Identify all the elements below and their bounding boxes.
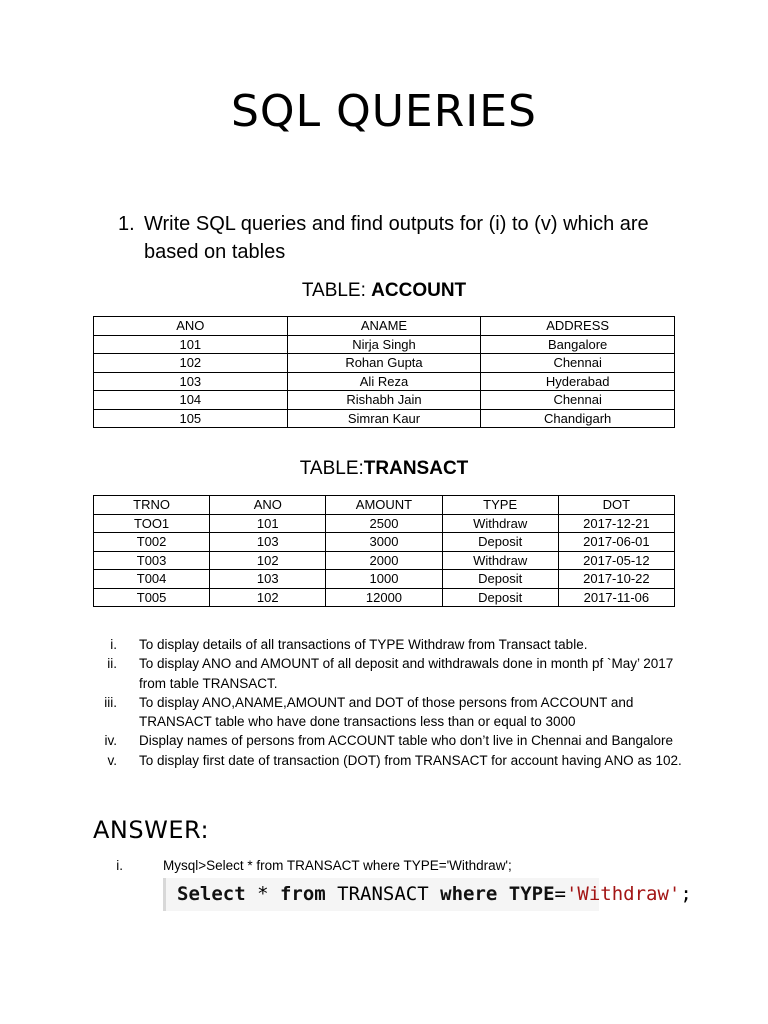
table-row — [94, 335, 675, 354]
page-title: SQL QUERIES — [231, 86, 537, 137]
question-1 — [118, 210, 678, 266]
code-star: * — [245, 883, 280, 905]
table-row — [94, 372, 675, 391]
code-semicolon: ; — [680, 883, 692, 905]
code-equals: = — [554, 883, 566, 905]
code-table: TRANSACT — [325, 883, 441, 905]
table-cell: 103 — [210, 533, 326, 552]
question-number: 1. — [118, 213, 135, 235]
column-header: ANO — [210, 496, 326, 515]
column-header: ADDRESS — [481, 317, 675, 336]
table-cell: Withdraw — [442, 514, 558, 533]
table-cell: T002 — [94, 533, 210, 552]
table-cell: Hyderabad — [481, 372, 675, 391]
list-item-text: To display details of all transactions of TYPE Withdraw from Transact table. — [139, 637, 588, 652]
caption-name: ACCOUNT — [371, 280, 467, 301]
code-keyword-from: from — [279, 883, 326, 905]
caption-name: TRANSACT — [363, 458, 469, 479]
table-cell: Nirja Singh — [287, 335, 481, 354]
table-cell: Bangalore — [481, 335, 675, 354]
column-header: ANAME — [287, 317, 481, 336]
table-cell: Rohan Gupta — [287, 354, 481, 373]
table-cell: Deposit — [442, 570, 558, 589]
table-cell: 105 — [94, 409, 288, 428]
list-item — [93, 654, 683, 693]
task-list — [93, 635, 683, 770]
answer-heading: ANSWER: — [93, 816, 210, 844]
table-cell: 2500 — [326, 514, 442, 533]
table-row — [94, 354, 675, 373]
caption-prefix: TABLE: — [299, 458, 364, 479]
table-cell: 2017-06-01 — [558, 533, 674, 552]
code-column: TYPE — [497, 883, 555, 905]
table-cell: 102 — [94, 354, 288, 373]
table-cell: T003 — [94, 551, 210, 570]
table-cell: TOO1 — [94, 514, 210, 533]
table-cell: 2017-10-22 — [558, 570, 674, 589]
table-cell: 3000 — [326, 533, 442, 552]
caption-prefix: TABLE: — [301, 280, 372, 301]
transact-table — [93, 495, 675, 607]
question-text: Write SQL queries and find outputs for (i) to (v) which are based on tables — [144, 213, 649, 263]
table-cell: 2017-12-21 — [558, 514, 674, 533]
list-item-number: v. — [107, 752, 117, 768]
transact-table-caption — [0, 458, 768, 480]
list-item-number: iv. — [104, 733, 117, 749]
table-cell: T005 — [94, 588, 210, 607]
code-keyword-where: where — [440, 883, 498, 905]
list-item-number: ii. — [107, 656, 117, 672]
list-item-number: i. — [110, 637, 117, 652]
table-cell: 101 — [210, 514, 326, 533]
table-cell: 101 — [94, 335, 288, 354]
column-header: TRNO — [94, 496, 210, 515]
table-cell: 12000 — [326, 588, 442, 607]
list-item-text: To display ANO and AMOUNT of all deposit and withdrawals done in month pf `May’ 2017 from table TRANSACT. — [139, 656, 674, 691]
column-header: TYPE — [442, 496, 558, 515]
list-item-text: Display names of persons from ACCOUNT table who don’t live in Chennai and Bangalore — [139, 733, 674, 749]
table-cell: Simran Kaur — [287, 409, 481, 428]
account-table-caption — [0, 280, 768, 302]
table-cell: Deposit — [442, 533, 558, 552]
list-item-text: To display ANO,ANAME,AMOUNT and DOT of those persons from ACCOUNT and TRANSACT table who have done transactions less than or equal to 3000 — [139, 694, 634, 730]
answer-query: Mysql>Select * from TRANSACT where TYPE='Withdraw'; — [163, 858, 512, 873]
list-item — [93, 693, 683, 732]
table-cell: Rishabh Jain — [287, 391, 481, 410]
account-table — [93, 316, 675, 428]
table-header-row — [94, 496, 675, 515]
column-header: AMOUNT — [326, 496, 442, 515]
table-row — [94, 533, 675, 552]
code-string: 'Withdraw' — [565, 883, 681, 905]
code-snippet — [163, 878, 692, 911]
table-cell: 1000 — [326, 570, 442, 589]
column-header: DOT — [558, 496, 674, 515]
table-cell: 103 — [210, 570, 326, 589]
table-row — [94, 588, 675, 607]
list-item — [93, 635, 683, 654]
table-row — [94, 409, 675, 428]
table-cell: Deposit — [442, 588, 558, 607]
table-cell: 2017-11-06 — [558, 588, 674, 607]
table-cell: 103 — [94, 372, 288, 391]
table-row — [94, 551, 675, 570]
table-cell: 102 — [210, 551, 326, 570]
table-cell: Chennai — [481, 354, 675, 373]
table-row — [94, 514, 675, 533]
list-item — [93, 731, 683, 750]
answer-number: i. — [116, 858, 123, 873]
table-cell: 102 — [210, 588, 326, 607]
table-cell: Withdraw — [442, 551, 558, 570]
table-cell: Chandigarh — [481, 409, 675, 428]
table-cell: 104 — [94, 391, 288, 410]
table-cell: 2017-05-12 — [558, 551, 674, 570]
table-cell: Chennai — [481, 391, 675, 410]
table-cell: T004 — [94, 570, 210, 589]
table-header-row — [94, 317, 675, 336]
table-row — [94, 570, 675, 589]
list-item-text: To display first date of transaction (DOT) from TRANSACT for account having ANO as 102. — [139, 752, 682, 768]
table-cell: Ali Reza — [287, 372, 481, 391]
table-cell: 2000 — [326, 551, 442, 570]
list-item — [93, 751, 683, 770]
table-row — [94, 391, 675, 410]
column-header: ANO — [94, 317, 288, 336]
list-item-number: iii. — [104, 694, 117, 710]
code-keyword-select: Select — [177, 883, 246, 905]
